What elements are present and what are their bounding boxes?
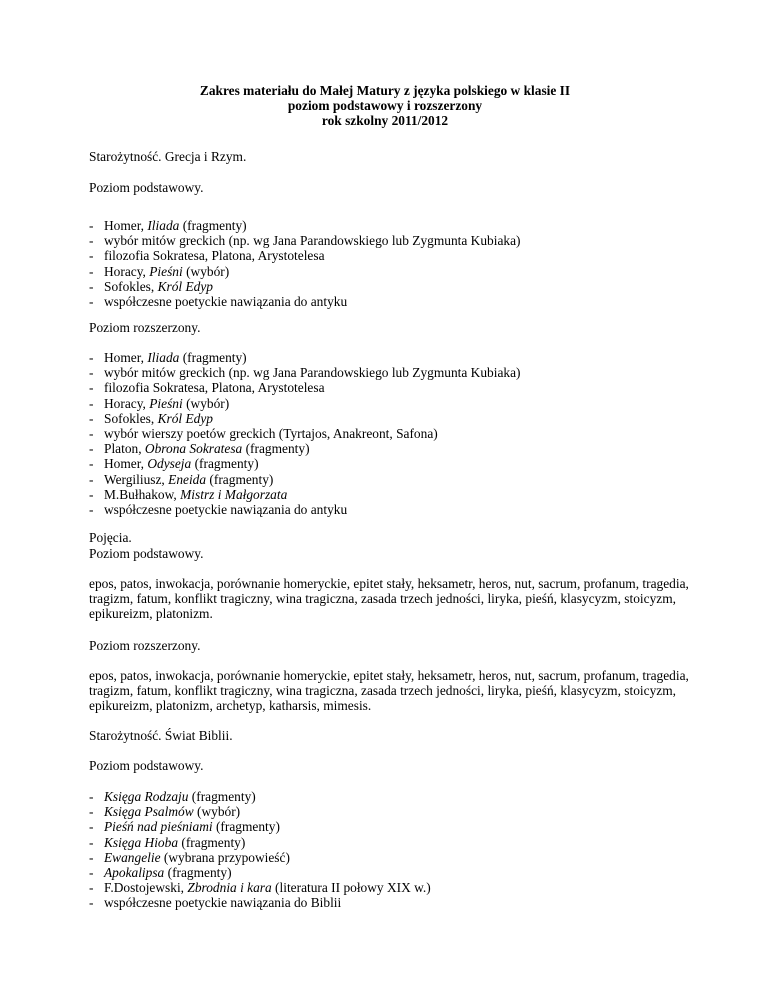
list-item [89,865,689,880]
list-item [89,411,689,426]
list-item [89,456,689,471]
item-title-italic: Obrona Sokratesa [144,441,243,457]
item-text: Platon, [104,441,145,457]
item-text: F.Dostojewski, [104,880,188,896]
list-item [89,895,689,910]
level-heading-extended: Poziom rozszerzony. [89,320,201,335]
list-item [89,365,689,380]
reading-list-basic [89,218,689,309]
list-item [89,804,689,819]
list-item [89,218,689,233]
item-note: (fragmenty) [191,456,259,472]
section-heading-antiquity: Starożytność. Grecja i Rzym. [89,149,247,164]
item-text: M.Bułhakow, [104,486,181,502]
list-item [89,396,689,411]
item-text: Homer, [104,218,148,233]
item-title-italic: Ewangelie [104,849,161,865]
item-text: Sofokles, [104,278,158,294]
item-title-italic: Pieśni [149,395,183,411]
item-note: (fragmenty) [242,441,310,457]
list-item [89,487,689,502]
item-note: (fragmenty) [188,789,256,804]
item-note: (literatura II połowy XIX w.) [271,880,431,896]
terms-level-heading-basic: Poziom podstawowy. [89,546,204,561]
list-item [89,248,689,263]
title-line-3: rok szkolny 2011/2012 [321,113,449,129]
terms-extended-paragraph: epos, patos, inwokacja, porównanie homeryckie, epitet stały, heksametr, heros, nut, sacrum, profanum, tragedia, tragizm, fatum, konflikt tragiczny, wina tragiczna, zasada trzech jedności, liryka, pieśń, klasycyzm, stoicyzm, epikureizm, platonizm, archetyp, katharsis, mimesis. [89,668,689,714]
list-item [89,441,689,456]
bible-reading-list-basic [89,789,689,911]
item-text: filozofia Sokratesa, Platona, Arystotelesa [104,380,325,396]
item-note: (fragmenty) [212,819,280,835]
list-item [89,880,689,895]
list-item [89,380,689,395]
item-text: współczesne poetyckie nawiązania do antyku [104,293,348,309]
list-item [89,819,689,834]
item-title-italic: Iliada [147,350,180,365]
item-text: Sofokles, [104,410,158,426]
item-text: współczesne poetyckie nawiązania do Biblii [104,895,342,911]
item-text: Horacy, [104,263,150,279]
item-text: współczesne poetyckie nawiązania do antyku [104,501,348,517]
item-title-italic: Odyseja [147,456,192,472]
list-item [89,426,689,441]
item-title-italic: Eneida [168,471,207,487]
item-text: Horacy, [104,395,150,411]
terms-heading: Pojęcia. [89,530,132,545]
item-text: Homer, [104,456,148,472]
list-item [89,472,689,487]
item-title-italic: Mistrz i Małgorzata [180,486,288,502]
bible-level-heading-basic: Poziom podstawowy. [89,758,204,773]
list-item [89,264,689,279]
list-item [89,294,689,309]
item-note: (fragmenty) [179,218,247,233]
item-note: (wybrana przypowieść) [160,849,290,865]
title-line-2: poziom podstawowy i rozszerzony [287,98,483,114]
title-line-1: Zakres materiału do Małej Matury z języka polskiego w klasie II [199,83,571,98]
list-item [89,789,689,804]
item-text: wybór wierszy poetów greckich (Tyrtajos, Anakreont, Safona) [104,425,438,441]
list-item [89,850,689,865]
item-text: wybór mitów greckich (np. wg Jana Parandowskiego lub Zygmunta Kubiaka) [104,233,521,249]
item-text: Wergiliusz, [104,471,169,487]
document-title [89,83,681,129]
list-item [89,502,689,517]
list-item [89,233,689,248]
item-note: (fragmenty) [179,350,247,365]
item-title-italic: Pieśń nad pieśniami [104,819,213,835]
item-note: (fragmenty) [206,471,274,487]
list-item [89,350,689,365]
item-title-italic: Iliada [147,218,180,233]
item-title-italic: Zbrodnia i kara [187,880,272,896]
list-item [89,279,689,294]
item-text: wybór mitów greckich (np. wg Jana Parandowskiego lub Zygmunta Kubiaka) [104,365,521,381]
reading-list-extended [89,350,689,517]
item-title-italic: Księga Hioba [104,834,179,850]
item-title-italic: Księga Psalmów [104,804,194,820]
section-heading-bible: Starożytność. Świat Biblii. [89,728,233,743]
item-title-italic: Król Edyp [157,410,213,426]
item-note: (wybór) [182,395,230,411]
item-note: (fragmenty) [164,864,232,880]
item-title-italic: Apokalipsa [104,864,165,880]
level-heading-basic: Poziom podstawowy. [89,180,204,195]
item-note: (fragmenty) [178,834,246,850]
item-text: filozofia Sokratesa, Platona, Arystotelesa [104,248,325,264]
terms-level-heading-extended: Poziom rozszerzony. [89,638,201,653]
item-note: (wybór) [182,263,230,279]
item-text: Homer, [104,350,148,365]
item-note: (wybór) [193,804,241,820]
item-title-italic: Księga Rodzaju [104,789,189,804]
list-item [89,835,689,850]
item-title-italic: Pieśni [149,263,183,279]
terms-basic-paragraph: epos, patos, inwokacja, porównanie homeryckie, epitet stały, heksametr, heros, nut, sacrum, profanum, tragedia, tragizm, fatum, konflikt tragiczny, wina tragiczna, zasada trzech jedności, liryka, pieśń, klasycyzm, stoicyzm, epikureizm, platonizm. [89,576,689,622]
item-title-italic: Król Edyp [157,278,213,294]
